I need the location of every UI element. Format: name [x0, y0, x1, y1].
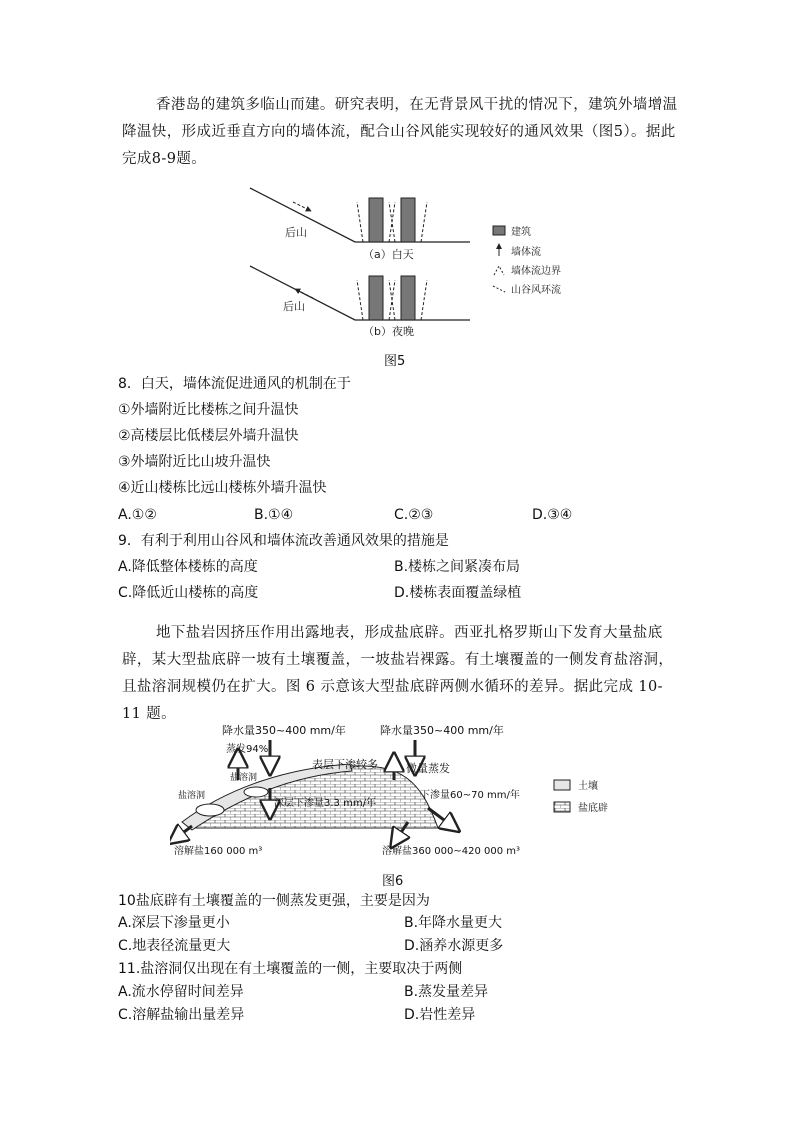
legend-soil-swatch	[554, 780, 570, 790]
precip-left-label: 降水量350~400 mm/年	[222, 724, 346, 737]
seep-right-label: 下渗量60~70 mm/年	[420, 790, 520, 801]
q8-option-b: B.①④	[254, 507, 294, 523]
q8-option-d: D.③④	[532, 507, 573, 523]
legend-boundary-icon	[494, 266, 504, 275]
q10-option-d: D.涵养水源更多	[404, 938, 504, 954]
micro-evap-label: 微量蒸发	[406, 762, 450, 775]
cave-1-label: 盐溶洞	[178, 791, 206, 801]
passage-2: 地下盐岩因挤压作用出露地表，形成盐底辟。西亚扎格罗斯山下发育大量盐底辟，某大型盐底辟一坡有土壤覆盖，一坡盐岩裸露。有土壤覆盖的一侧发育盐溶洞，且盐溶洞规模仍在扩大。图 6 示意该大型盐底辟两侧水循环的差异。据此完成 10-11 题。	[122, 625, 674, 722]
panel-b-label: （b）夜晚	[363, 325, 414, 338]
passage-1: 香港岛的建筑多临山而建。研究表明，在无背景风干扰的情况下，建筑外墙增温降温快，形成近垂直方向的墙体流，配合山谷风能实现较好的通风效果（图5）。据此完成8-9题。	[122, 97, 678, 167]
dissolved-left-arrow-icon	[176, 826, 192, 838]
q10-option-a: A.深层下渗量更小	[118, 915, 230, 931]
figure-6	[170, 718, 630, 866]
q8-option-a: A.①②	[118, 507, 157, 523]
legend-valleywind: 山谷风环流	[511, 285, 561, 296]
q9-option-c: C.降低近山楼栋的高度	[118, 585, 259, 601]
mountain-label-b: 后山	[283, 300, 305, 313]
q8-item-2: ②高楼层比低楼层外墙升温快	[118, 428, 299, 444]
q11-option-a: A.流水停留时间差异	[118, 984, 244, 1000]
q11-option-b: B.蒸发量差异	[404, 984, 489, 1000]
q11-stem: 11.盐溶洞仅出现在有土壤覆盖的一侧，主要取决于两侧	[118, 961, 463, 977]
evap-label: 蒸发94%	[226, 744, 269, 755]
mountain-label-a: 后山	[285, 226, 307, 239]
salt-cave-2-shape	[244, 787, 268, 797]
legend-building-swatch	[493, 226, 505, 235]
q11-option-d: D.岩性差异	[404, 1007, 476, 1023]
legend-wallflow: 墙体流	[511, 247, 541, 258]
q10-option-c: C.地表径流量更大	[118, 938, 231, 954]
precip-right-label: 降水量350~400 mm/年	[380, 724, 504, 737]
legend-building: 建筑	[511, 227, 531, 238]
q8-item-3: ③外墙附近比山坡升温快	[118, 454, 271, 470]
q8-item-1: ①外墙附近比楼栋之间升温快	[118, 402, 299, 418]
q8-stem: 8．白天，墙体流促进通风的机制在于	[118, 376, 351, 392]
q10-stem: 10盐底辟有土壤覆盖的一侧蒸发更强，主要是因为	[118, 893, 430, 909]
legend-diapir-swatch	[554, 802, 570, 812]
cave-2-label: 盐溶洞	[230, 773, 258, 783]
q9-option-b: B.楼栋之间紧凑布局	[394, 559, 521, 575]
q9-stem: 9．有利于利用山谷风和墙体流改善通风效果的措施是	[118, 533, 449, 549]
legend-boundary: 墙体流边界	[511, 266, 561, 277]
figure-5-caption: 图5	[384, 354, 406, 369]
deep-seep-label: 深层下渗量3.3 mm/年	[274, 798, 376, 809]
q10-option-b: B.年降水量更大	[404, 915, 503, 931]
q8-item-4: ④近山楼栋比远山楼栋外墙升温快	[118, 480, 327, 496]
dissolved-right-label: 溶解盐360 000~420 000 m³	[382, 846, 521, 857]
salt-cave-1-shape	[196, 804, 224, 816]
panel-a-diagram	[250, 188, 470, 242]
q11-option-c: C.溶解盐输出量差异	[118, 1007, 245, 1023]
figure-6-caption: 图6	[382, 874, 404, 889]
q9-option-a: A.降低整体楼栋的高度	[118, 559, 258, 575]
legend-soil: 土壤	[578, 781, 598, 792]
figure-5	[245, 180, 595, 340]
surface-seep-label: 表层下渗较多	[312, 758, 378, 771]
legend-diapir: 盐底辟	[578, 803, 608, 814]
q8-option-c: C.②③	[394, 507, 434, 523]
q9-option-d: D.楼栋表面覆盖绿植	[394, 585, 522, 601]
panel-a-label: （a）白天	[363, 248, 414, 261]
dissolved-left-label: 溶解盐160 000 m³	[174, 846, 263, 857]
legend-valleywind-icon	[493, 286, 505, 292]
